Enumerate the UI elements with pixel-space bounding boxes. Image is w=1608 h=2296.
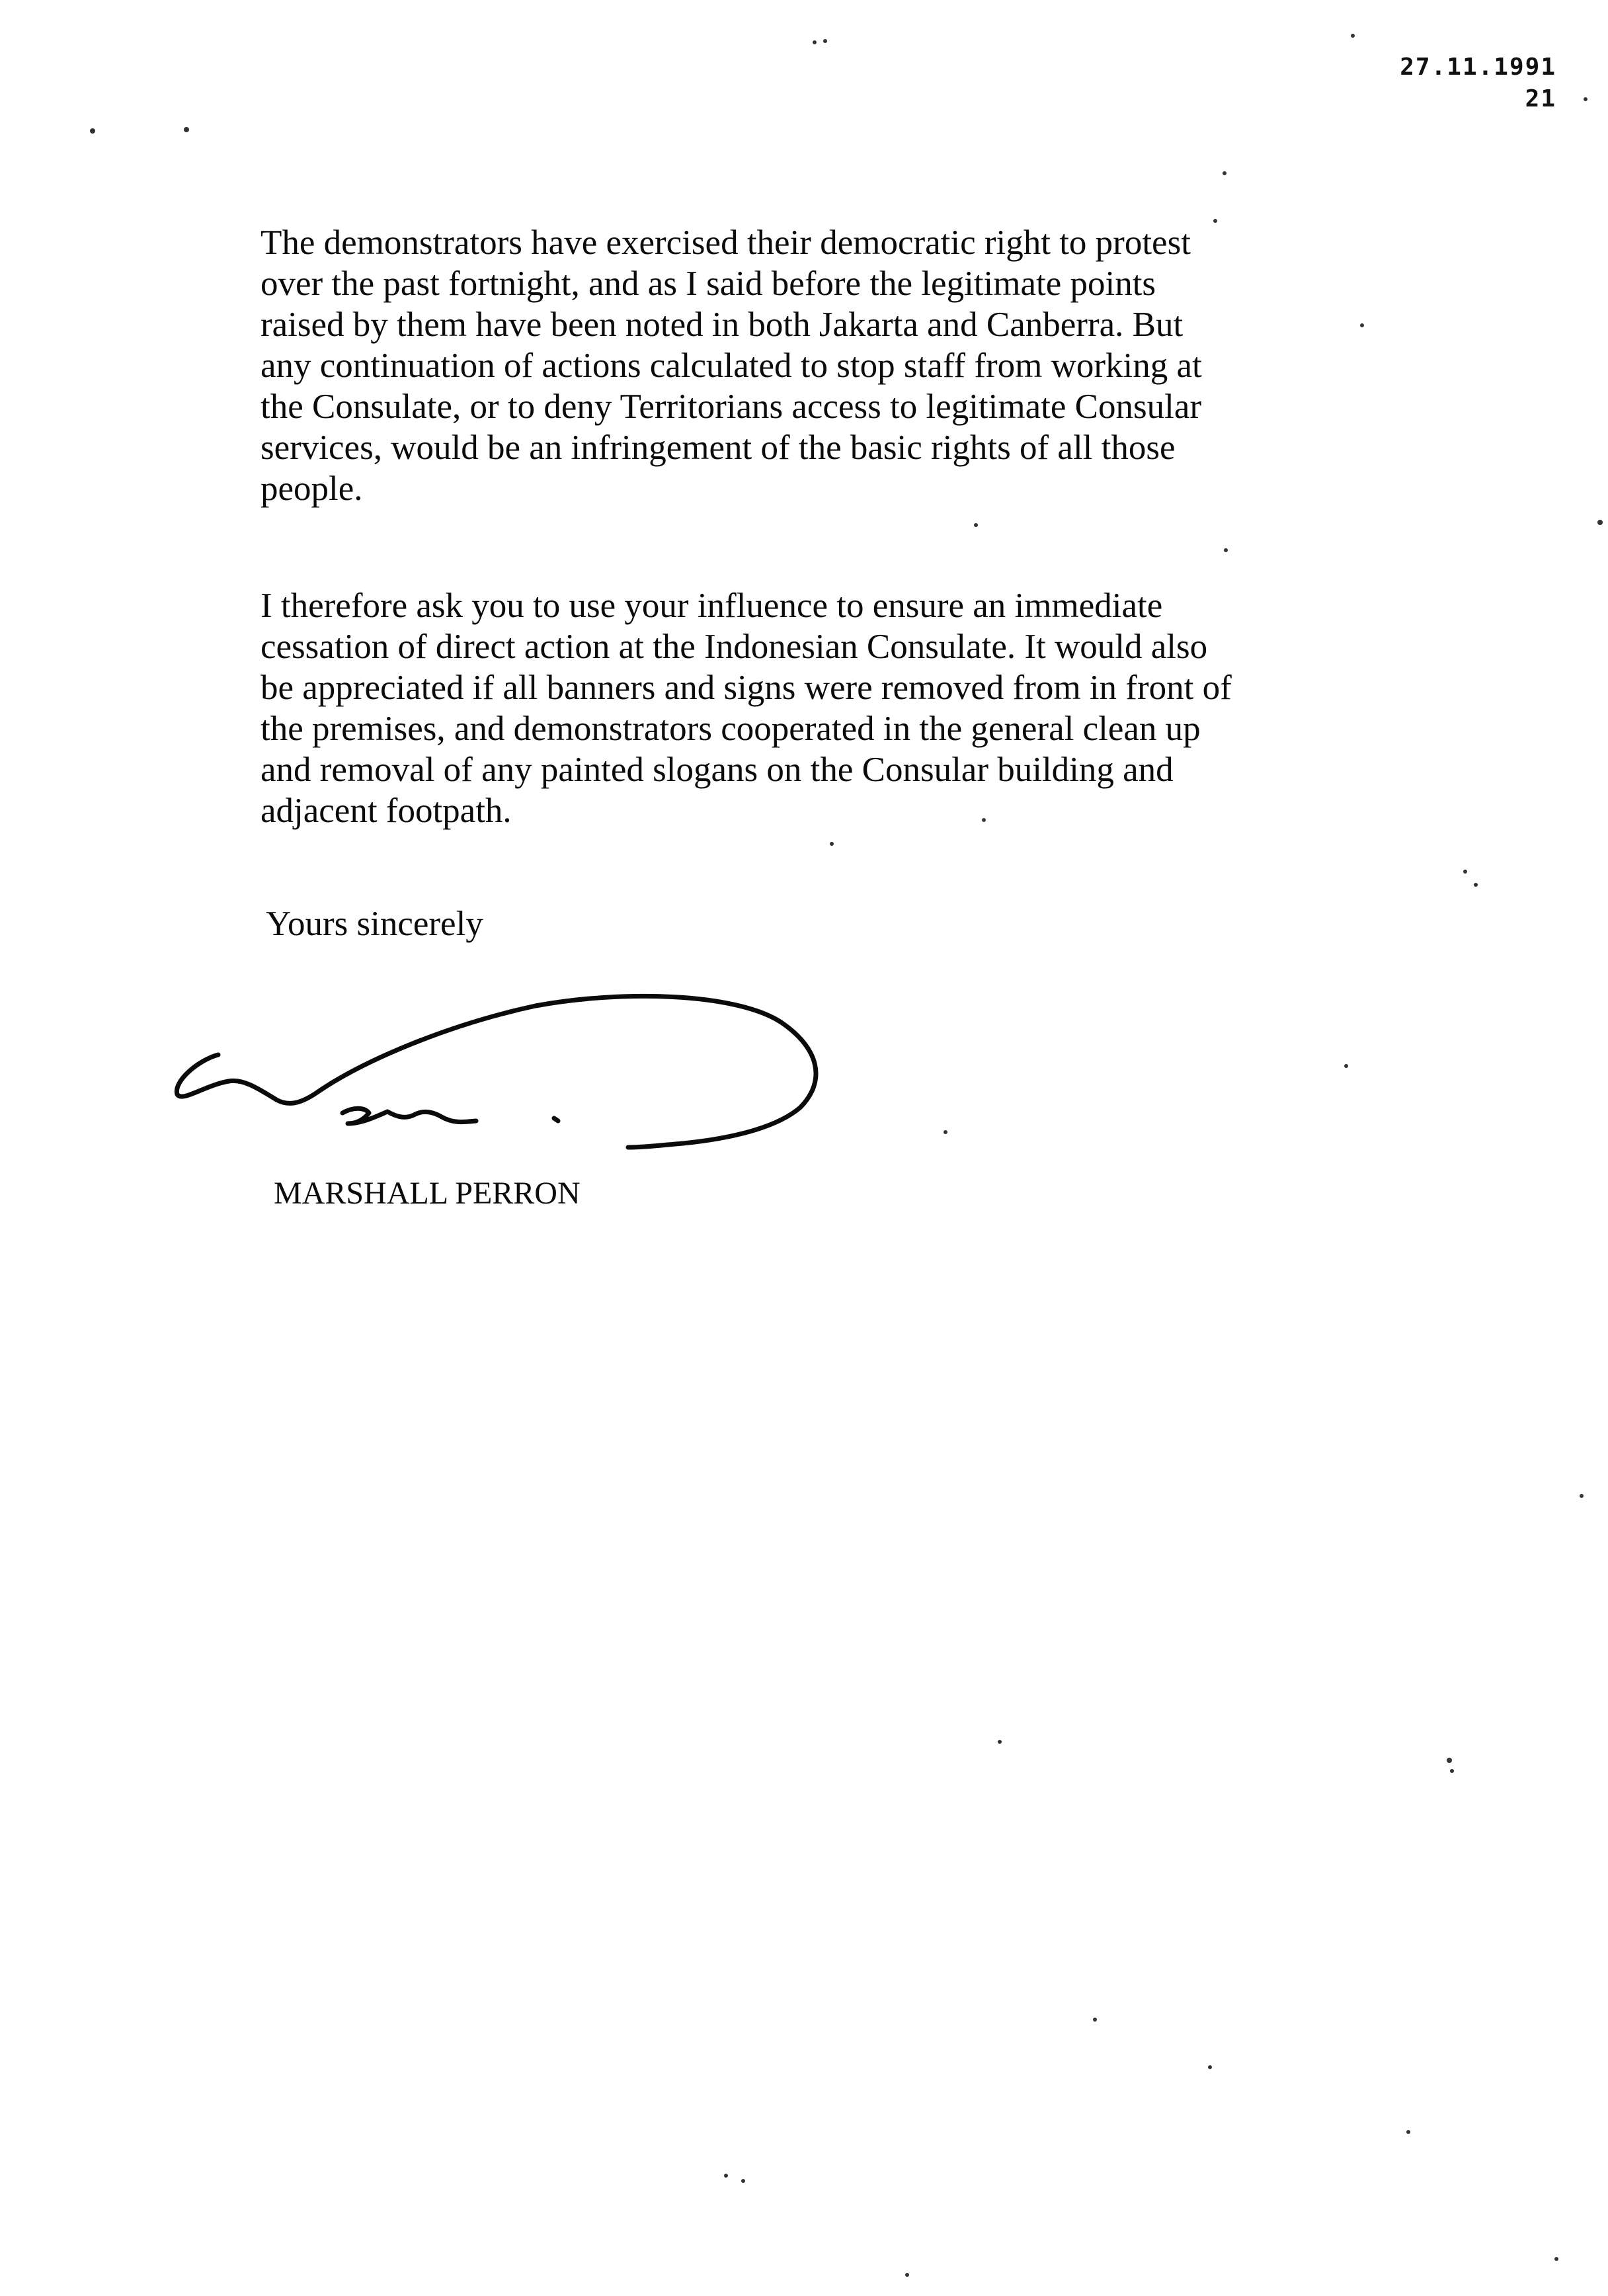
letter-paragraph: The demonstrators have exercised their democratic right to protest over the past fortnight, and as I said before the legitimate points raised by them have been noted in both Jakarta and Canberra. But any continuation of actions calculated to stop staff from working at the Consulate, or to deny Territorians access to legitimate Consular services, would be an infringement of the basic rights of all those people. (261, 224, 1202, 508)
letter-paragraph: I therefore ask you to use your influence to ensure an immediate cessation of direct action at the Indonesian Consulate. It would also be appreciated if all banners and signs were removed from in front of the premises, and demonstrators cooperated in the general clean up and removal of any painted slogans on the Consular building and adjacent footpath. (261, 587, 1232, 830)
signatory-name: MARSHALL PERRON (274, 1176, 581, 1211)
header-meta (1400, 52, 1556, 115)
letter-body (261, 222, 1385, 907)
closing-salutation: Yours sincerely (266, 905, 483, 943)
header-date: 27.11.1991 (1400, 54, 1556, 81)
handwritten-signature (165, 982, 879, 1154)
page-number: 21 (1525, 85, 1556, 112)
